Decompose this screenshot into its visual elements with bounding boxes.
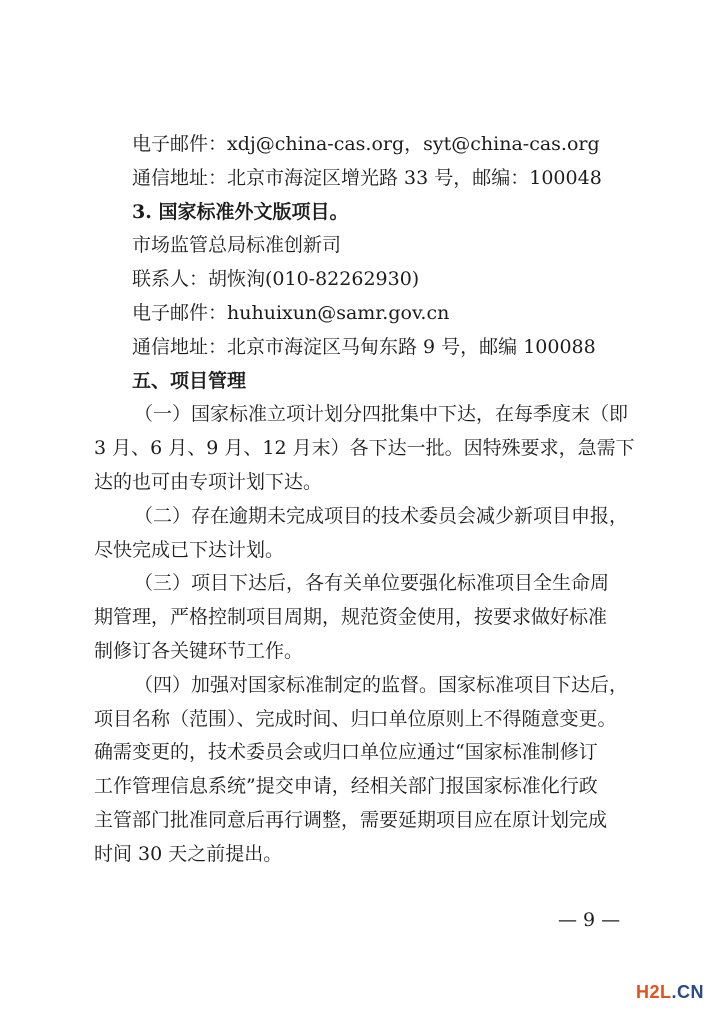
paragraph-4-line-4: 工作管理信息系统”提交申请，经相关部门报国家标准化行政	[94, 775, 598, 797]
paragraph-2-line-2: 尽快完成已下达计划。	[94, 539, 285, 561]
watermark-h2l: H2L	[636, 982, 672, 1002]
paragraph-4-line-3: 确需变更的，技术委员会或归口单位应通过“国家标准制修订	[94, 741, 598, 763]
department-line: 市场监管总局标准创新司	[132, 234, 342, 256]
page-number: — 9 —	[558, 909, 621, 931]
section-3-heading: 3. 国家标准外文版项目。	[132, 201, 349, 223]
email-line-1: 电子邮件：xdj@china-cas.org，syt@china-cas.org	[132, 133, 600, 155]
email-line-2: 电子邮件：huhuixun@samr.gov.cn	[132, 302, 450, 324]
paragraph-4-line-1: （四）加强对国家标准制定的监督。国家标准项目下达后，	[134, 674, 629, 696]
section-5-heading: 五、项目管理	[132, 370, 247, 392]
paragraph-4-line-2: 项目名称（范围）、完成时间、归口单位原则上不得随意变更。	[94, 708, 617, 730]
watermark-cn: .CN	[671, 982, 705, 1002]
paragraph-4-line-5: 主管部门批准同意后再行调整，需要延期项目应在原计划完成	[94, 809, 608, 831]
paragraph-4-line-6: 时间 30 天之前提出。	[94, 843, 283, 865]
paragraph-1-line-1: （一）国家标准立项计划分四批集中下达，在每季度末（即	[134, 403, 629, 425]
site-watermark	[636, 982, 704, 1003]
paragraph-3-line-1: （三）项目下达后，各有关单位要强化标准项目全生命周	[134, 572, 610, 594]
paragraph-1-line-2: 3 月、6 月、9 月、12 月末）各下达一批。因特殊要求，急需下	[94, 437, 635, 459]
address-line-1: 通信地址：北京市海淀区增光路 33 号，邮编：100048	[132, 167, 602, 189]
paragraph-3-line-3: 制修订各关键环节工作。	[94, 640, 304, 662]
paragraph-2-line-1: （二）存在逾期未完成项目的技术委员会减少新项目申报，	[134, 505, 629, 527]
address-line-2: 通信地址：北京市海淀区马甸东路 9 号，邮编 100088	[132, 336, 596, 358]
paragraph-1-line-3: 达的也可由专项计划下达。	[94, 471, 323, 493]
contact-line: 联系人：胡恢洵(010-82262930)	[132, 268, 420, 290]
paragraph-3-line-2: 期管理，严格控制项目周期，规范资金使用，按要求做好标准	[94, 606, 608, 628]
